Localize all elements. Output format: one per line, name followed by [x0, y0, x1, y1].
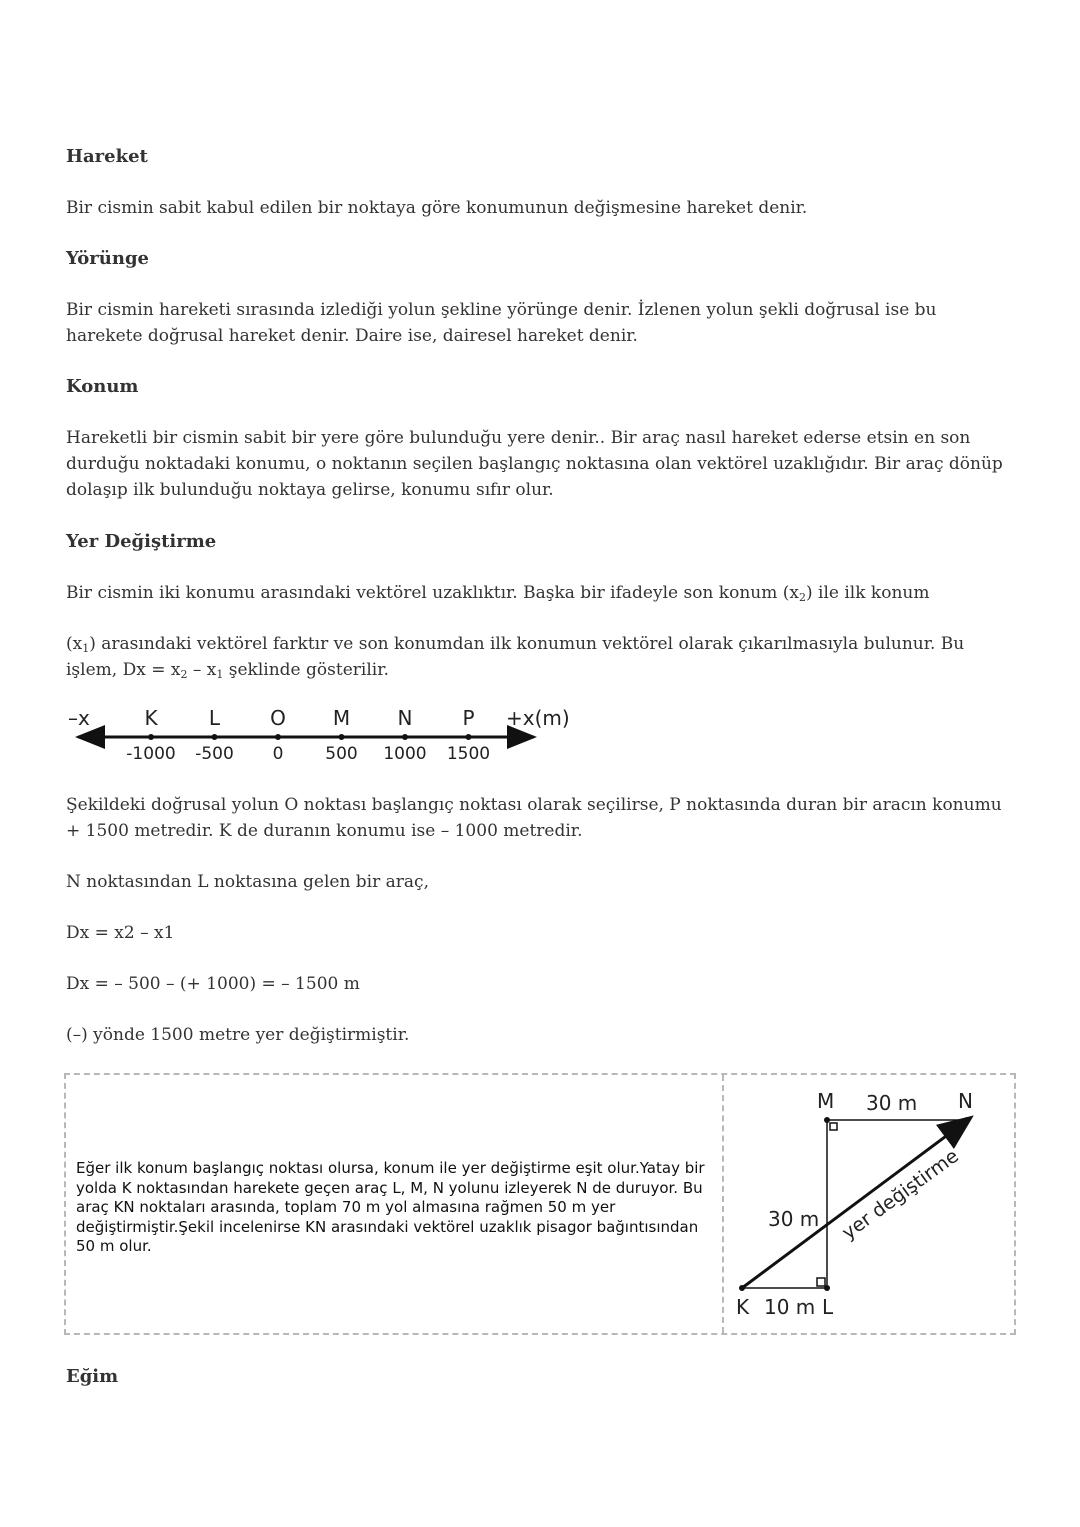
length-mn: 30 m [866, 1091, 918, 1115]
right-angle-l [817, 1278, 825, 1286]
paragraph-example-1: Şekildeki doğrusal yolun O noktası başlangıç noktası olarak seçilirse, P noktasında duran bir aracın konumu + 1500 metredir. K de duranın konumu ise – 1000 metredir. [66, 795, 1002, 841]
paragraph-yer-degistirme-2: $(x_1)$ arasındaki vektörel farktır ve son konumdan ilk konumun vektörel olarak çıkarılmasıyla bulunur. Bu işlem, $Dx = x_2 - x_1$ şeklinde gösterilir. [66, 634, 965, 681]
point-value-k: -1000 [126, 744, 176, 764]
point-letter-l: L [208, 706, 221, 730]
paragraph-hareket: Bir cismin sabit kabul edilen bir noktaya göre konumunun değişmesine hareket denir. [66, 198, 808, 218]
displacement-label: yer değiştirme [838, 1145, 963, 1245]
label-k: K [736, 1295, 750, 1319]
point-letter-k: K [144, 706, 158, 730]
length-kl: 10 m [764, 1295, 816, 1319]
point-n [964, 1117, 970, 1123]
point-value-o: 0 [272, 744, 284, 764]
heading-egim: Eğim [66, 1366, 119, 1387]
equation-1: Dx = x2 – x1 [66, 923, 175, 943]
heading-hareket: Hareket [66, 146, 148, 167]
heading-yorunge: Yörünge [66, 248, 149, 269]
point-letter-p: P [462, 706, 475, 730]
point-m [824, 1117, 830, 1123]
point-value-m: 500 [325, 744, 358, 764]
point-marker-k [148, 734, 154, 740]
paragraph-result: (–) yönde 1500 metre yer değiştirmiştir. [66, 1025, 410, 1045]
point-marker-o [275, 734, 281, 740]
point-value-l: -500 [195, 744, 234, 764]
heading-yer-degistirme: Yer Değiştirme [66, 531, 217, 552]
point-marker-l [212, 734, 218, 740]
paragraph-konum: Hareketli bir cismin sabit bir yere göre bulunduğu yere denir.. Bir araç nasıl hareket ederse etsin en son durduğu noktadaki konumu, o noktanın seçilen başlangıç noktasına olan vektörel uzaklığıdır. Bir araç dönüp dolaşıp ilk bulunduğu noktaya gelirse, konumu sıfır olur. [66, 428, 1003, 500]
number-line-points [126, 706, 490, 764]
point-letter-n: N [397, 706, 413, 730]
paragraph-yorunge: Bir cismin hareketi sırasında izlediği yolun şekline yörünge denir. İzlenen yolun şekli doğrusal ise bu harekete doğrusal hareket denir. Daire ise, dairesel hareket denir. [66, 300, 937, 346]
axis-right-label: +x(m) [506, 706, 570, 730]
point-k [739, 1285, 745, 1291]
point-marker-p [466, 734, 472, 740]
label-m: M [817, 1089, 835, 1113]
label-l: L [822, 1295, 834, 1319]
displacement-vector [742, 1119, 969, 1288]
axis-left-label: –x [68, 706, 90, 730]
paragraph-yer-degistirme-1: Bir cismin iki konumu arasındaki vektörel uzaklıktır. Başka bir ifadeyle son konum $(x_2)$ ile ilk konum [66, 583, 930, 604]
right-angle-m [830, 1123, 837, 1130]
point-letter-m: M [332, 706, 351, 730]
equation-2: Dx = – 500 – (+ 1000) = – 1500 m [66, 974, 360, 994]
point-value-p: 1500 [446, 744, 491, 764]
point-marker-m [339, 734, 345, 740]
point-value-n: 1000 [383, 744, 427, 764]
length-ml: 30 m [768, 1207, 820, 1231]
point-letter-o: O [270, 706, 286, 730]
info-box-text: Eğer ilk konum başlangıç noktası olursa, konum ile yer değiştirme eşit olur.Yatay bir yolda K noktasından harekete geçen araç L, M, N yolunu izleyerek N de duruyor. Bu araç KN noktaları arasında, toplam 70 m yol almasına rağmen 50 m yer değiştirmiştir.Şekil incelenirse KN arasındaki vektörel uzaklık pisagor bağıntısından 50 m olur. [76, 1159, 705, 1255]
label-n: N [958, 1089, 973, 1113]
point-l [824, 1285, 830, 1291]
displacement-triangle-figure [722, 1080, 1012, 1330]
heading-konum: Konum [66, 376, 139, 397]
point-marker-n [402, 734, 408, 740]
number-line-figure [66, 703, 576, 765]
paragraph-example-2: N noktasından L noktasına gelen bir araç, [66, 872, 429, 892]
